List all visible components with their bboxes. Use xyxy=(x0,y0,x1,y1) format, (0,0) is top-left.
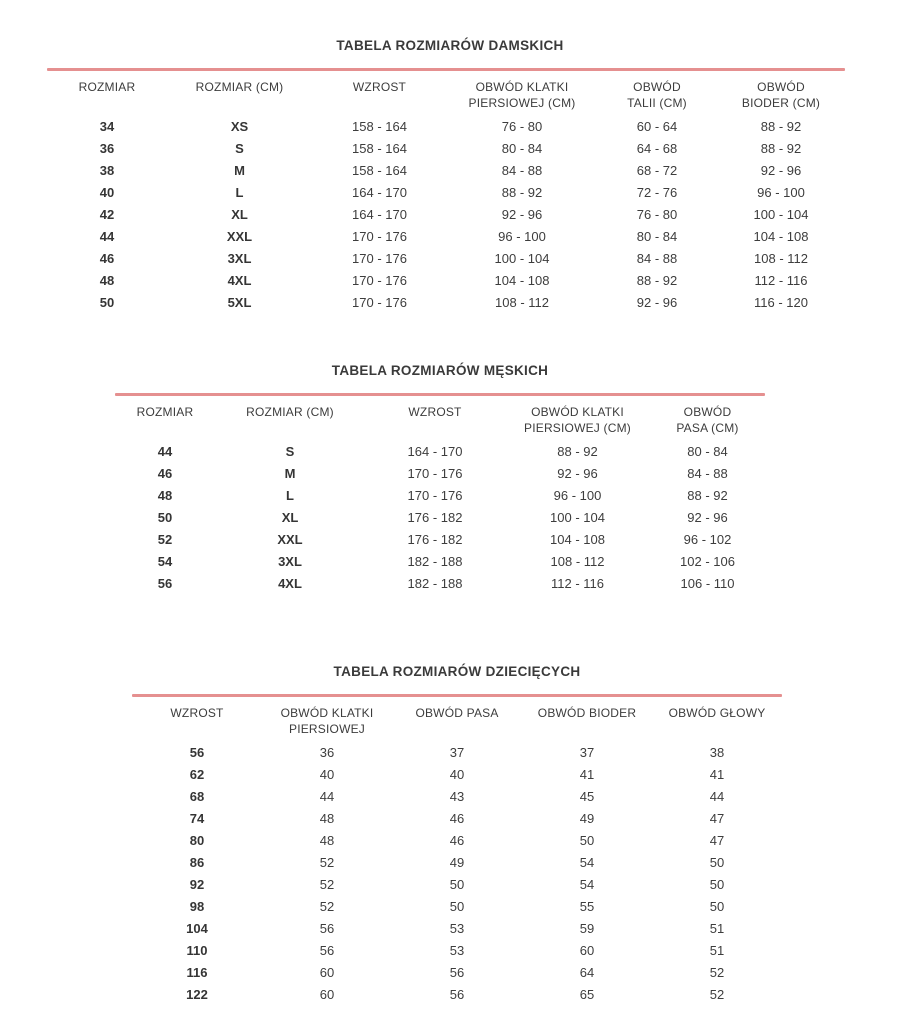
column-header-obwod-talii: OBWÓD TALII (CM) xyxy=(627,80,687,110)
table-cell: 80 - 84 xyxy=(687,444,728,459)
table-cell: 56 xyxy=(319,943,335,958)
table-cell: 108 - 112 xyxy=(495,295,549,310)
table-cell: M xyxy=(284,466,296,481)
table-cell: 46 xyxy=(449,811,465,826)
table-cell: S xyxy=(235,141,244,156)
table-cell: 54 xyxy=(579,877,595,892)
column-header-rozmiar: ROZMIAR xyxy=(78,80,136,94)
table-cell: 92 - 96 xyxy=(501,207,543,222)
table-row xyxy=(132,984,782,1006)
table-cell: 88 - 92 xyxy=(760,141,802,156)
table-cell: 56 xyxy=(189,745,205,760)
table-cell: 182 - 188 xyxy=(407,554,463,569)
table-cell: 88 - 92 xyxy=(557,444,598,459)
table-cell: 112 - 116 xyxy=(550,576,604,591)
table-cell: 37 xyxy=(579,745,595,760)
table-cell: 104 - 108 xyxy=(494,273,550,288)
table-cell: 54 xyxy=(157,554,173,569)
table-cell: 54 xyxy=(579,855,595,870)
table-cell: 51 xyxy=(709,943,725,958)
column-header-obwod-glowy: OBWÓD GŁOWY xyxy=(668,706,766,720)
table-cell: 48 xyxy=(157,488,173,503)
table-cell: 102 - 106 xyxy=(680,554,735,569)
table-row xyxy=(47,138,845,160)
table-cell: 44 xyxy=(157,444,173,459)
table-row xyxy=(115,463,765,485)
table-row xyxy=(132,962,782,984)
table-row xyxy=(132,852,782,874)
table-cell: 108 - 112 xyxy=(550,554,605,569)
table-cell: 60 xyxy=(319,987,335,1002)
children-header-row xyxy=(132,697,782,742)
table-cell: XL xyxy=(281,510,299,525)
table-cell: 84 - 88 xyxy=(501,163,543,178)
table-cell: 98 xyxy=(189,899,205,914)
table-cell: 50 xyxy=(709,899,725,914)
table-cell: 170 - 176 xyxy=(352,273,407,288)
column-header-obwod-pasa: OBWÓD PASA (CM) xyxy=(676,405,739,435)
table-row xyxy=(132,940,782,962)
table-row xyxy=(132,742,782,764)
table-cell: 3XL xyxy=(227,251,252,266)
table-cell: 170 - 176 xyxy=(407,466,463,481)
table-cell: 65 xyxy=(579,987,595,1002)
table-cell: 68 - 72 xyxy=(636,163,678,178)
table-cell: 64 xyxy=(579,965,595,980)
table-cell: 96 - 102 xyxy=(683,532,732,547)
table-cell: 158 - 164 xyxy=(352,141,407,156)
table-cell: 80 xyxy=(189,833,205,848)
table-cell: 96 - 100 xyxy=(553,488,602,503)
table-cell: 42 xyxy=(99,207,115,222)
column-header-obwod-bioder: OBWÓD BIODER xyxy=(537,706,637,720)
table-row xyxy=(132,874,782,896)
table-cell: 100 - 104 xyxy=(494,251,550,266)
table-cell: 170 - 176 xyxy=(352,229,407,244)
table-cell: 164 - 170 xyxy=(352,207,407,222)
table-cell: 170 - 176 xyxy=(352,251,407,266)
table-row xyxy=(115,551,765,573)
table-cell: 92 - 96 xyxy=(760,163,802,178)
table-cell: XXL xyxy=(277,532,303,547)
table-cell: 88 - 92 xyxy=(501,185,543,200)
table-cell: 41 xyxy=(579,767,595,782)
column-header-obwod-klatki: OBWÓD KLATKI PIERSIOWEJ xyxy=(280,706,374,736)
table-cell: 76 - 80 xyxy=(501,119,543,134)
table-row xyxy=(132,786,782,808)
table-cell: 40 xyxy=(449,767,465,782)
women-table-title: TABELA ROZMIARÓW DAMSKICH xyxy=(336,38,564,53)
table-cell: 68 xyxy=(189,789,205,804)
table-cell: 92 - 96 xyxy=(687,510,728,525)
women-size-section xyxy=(0,0,900,314)
table-cell: 100 - 104 xyxy=(550,510,605,525)
table-cell: 80 - 84 xyxy=(636,229,678,244)
table-cell: S xyxy=(285,444,295,459)
table-cell: 64 - 68 xyxy=(636,141,678,156)
children-size-section xyxy=(0,595,900,1006)
table-row xyxy=(115,529,765,551)
women-table-wrap xyxy=(47,68,845,314)
table-cell: 122 xyxy=(186,987,208,1002)
table-cell: XS xyxy=(230,119,249,134)
table-row xyxy=(115,507,765,529)
table-cell: 52 xyxy=(319,855,335,870)
table-cell: 40 xyxy=(99,185,115,200)
table-cell: 60 xyxy=(579,943,595,958)
table-cell: 50 xyxy=(709,855,725,870)
table-cell: 170 - 176 xyxy=(352,295,407,310)
table-cell: 56 xyxy=(449,965,465,980)
table-cell: 43 xyxy=(449,789,465,804)
table-cell: 52 xyxy=(709,987,725,1002)
table-row xyxy=(47,160,845,182)
men-table-title: TABELA ROZMIARÓW MĘSKICH xyxy=(331,363,549,378)
table-cell: 51 xyxy=(709,921,725,936)
table-cell: 92 - 96 xyxy=(636,295,678,310)
table-cell: 96 - 100 xyxy=(498,229,546,244)
children-table-title: TABELA ROZMIARÓW DZIECIĘCYCH xyxy=(333,664,581,679)
children-size-table xyxy=(132,697,782,1006)
men-header-row xyxy=(115,396,765,441)
table-row xyxy=(132,918,782,940)
table-row xyxy=(47,182,845,204)
table-cell: 92 - 96 xyxy=(557,466,598,481)
table-cell: L xyxy=(286,488,294,503)
table-cell: 176 - 182 xyxy=(407,510,463,525)
table-row xyxy=(47,226,845,248)
table-cell: 170 - 176 xyxy=(407,488,463,503)
table-cell: 50 xyxy=(709,877,725,892)
table-cell: 164 - 170 xyxy=(407,444,463,459)
table-cell: 100 - 104 xyxy=(753,207,809,222)
table-cell: 40 xyxy=(319,767,335,782)
table-row xyxy=(132,830,782,852)
table-cell: 50 xyxy=(579,833,595,848)
table-cell: 104 - 108 xyxy=(753,229,809,244)
column-header-rozmiar-cm: ROZMIAR (CM) xyxy=(246,405,334,419)
table-cell: 46 xyxy=(449,833,465,848)
table-row xyxy=(47,248,845,270)
table-cell: 108 - 112 xyxy=(754,251,808,266)
table-cell: 37 xyxy=(449,745,465,760)
table-cell: 104 xyxy=(186,921,208,936)
table-cell: 38 xyxy=(709,745,725,760)
table-cell: 49 xyxy=(579,811,595,826)
table-row xyxy=(132,764,782,786)
table-cell: 56 xyxy=(157,576,173,591)
table-cell: 48 xyxy=(319,833,335,848)
table-cell: 158 - 164 xyxy=(352,119,407,134)
column-header-obwod-klatki: OBWÓD KLATKI PIERSIOWEJ (CM) xyxy=(468,80,576,110)
table-cell: M xyxy=(234,163,245,178)
table-cell: 88 - 92 xyxy=(687,488,728,503)
table-cell: 72 - 76 xyxy=(636,185,678,200)
table-cell: 55 xyxy=(579,899,595,914)
men-table-wrap xyxy=(115,393,765,595)
table-cell: XL xyxy=(231,207,248,222)
table-cell: 48 xyxy=(99,273,115,288)
table-cell: 59 xyxy=(579,921,595,936)
table-cell: 86 xyxy=(189,855,205,870)
table-cell: 116 - 120 xyxy=(754,295,808,310)
table-cell: 44 xyxy=(319,789,335,804)
table-cell: 52 xyxy=(709,965,725,980)
table-row xyxy=(47,270,845,292)
table-cell: 116 xyxy=(186,965,208,980)
column-header-rozmiar-cm: ROZMIAR (CM) xyxy=(195,80,284,94)
table-cell: 3XL xyxy=(278,554,302,569)
table-row xyxy=(115,573,765,595)
column-header-obwod-klatki: OBWÓD KLATKI PIERSIOWEJ (CM) xyxy=(524,405,631,435)
table-cell: 88 - 92 xyxy=(760,119,802,134)
table-cell: 50 xyxy=(449,877,465,892)
table-cell: 53 xyxy=(449,921,465,936)
table-row xyxy=(47,116,845,138)
women-size-table xyxy=(47,71,845,314)
table-cell: 5XL xyxy=(227,295,252,310)
table-cell: 110 xyxy=(186,943,208,958)
table-cell: 4XL xyxy=(278,576,302,591)
table-cell: 60 xyxy=(319,965,335,980)
table-cell: 96 - 100 xyxy=(757,185,805,200)
table-cell: 104 - 108 xyxy=(550,532,605,547)
table-cell: 53 xyxy=(449,943,465,958)
table-row xyxy=(47,204,845,226)
table-cell: 50 xyxy=(449,899,465,914)
table-cell: 47 xyxy=(709,833,725,848)
table-cell: 50 xyxy=(99,295,115,310)
table-cell: 106 - 110 xyxy=(680,576,735,591)
table-row xyxy=(115,441,765,463)
table-cell: 112 - 116 xyxy=(754,273,808,288)
table-cell: 44 xyxy=(709,789,725,804)
men-size-table xyxy=(115,396,765,595)
table-cell: 56 xyxy=(449,987,465,1002)
table-cell: 176 - 182 xyxy=(407,532,463,547)
table-cell: 74 xyxy=(189,811,205,826)
children-table-wrap xyxy=(132,694,782,1006)
table-cell: 47 xyxy=(709,811,725,826)
table-cell: 45 xyxy=(579,789,595,804)
table-cell: 46 xyxy=(99,251,115,266)
table-cell: 84 - 88 xyxy=(636,251,678,266)
table-cell: 52 xyxy=(319,899,335,914)
table-row xyxy=(132,896,782,918)
table-cell: L xyxy=(235,185,244,200)
table-cell: 41 xyxy=(709,767,725,782)
table-cell: 34 xyxy=(99,119,115,134)
table-cell: 50 xyxy=(157,510,173,525)
table-cell: 164 - 170 xyxy=(352,185,407,200)
table-cell: 56 xyxy=(319,921,335,936)
table-row xyxy=(115,485,765,507)
table-cell: 60 - 64 xyxy=(636,119,678,134)
table-cell: 46 xyxy=(157,466,173,481)
men-size-section xyxy=(0,314,900,595)
table-cell: 44 xyxy=(99,229,115,244)
table-row xyxy=(132,808,782,830)
column-header-obwod-bioder: OBWÓD BIODER (CM) xyxy=(741,80,821,110)
table-cell: 52 xyxy=(319,877,335,892)
table-cell: 80 - 84 xyxy=(501,141,543,156)
column-header-obwod-pasa: OBWÓD PASA xyxy=(415,706,499,720)
table-cell: 4XL xyxy=(227,273,252,288)
column-header-wzrost: WZROST xyxy=(170,706,224,720)
table-cell: XXL xyxy=(226,229,253,244)
women-header-row xyxy=(47,71,845,116)
table-cell: 52 xyxy=(157,532,173,547)
table-row xyxy=(47,292,845,314)
table-cell: 84 - 88 xyxy=(687,466,728,481)
column-header-wzrost: WZROST xyxy=(352,80,407,94)
table-cell: 182 - 188 xyxy=(407,576,463,591)
table-cell: 49 xyxy=(449,855,465,870)
table-cell: 38 xyxy=(99,163,115,178)
table-cell: 48 xyxy=(319,811,335,826)
column-header-rozmiar: ROZMIAR xyxy=(136,405,194,419)
table-cell: 88 - 92 xyxy=(636,273,678,288)
table-cell: 62 xyxy=(189,767,205,782)
table-cell: 76 - 80 xyxy=(636,207,678,222)
table-cell: 36 xyxy=(99,141,115,156)
table-cell: 158 - 164 xyxy=(352,163,407,178)
table-cell: 36 xyxy=(319,745,335,760)
table-cell: 92 xyxy=(189,877,205,892)
column-header-wzrost: WZROST xyxy=(408,405,462,419)
